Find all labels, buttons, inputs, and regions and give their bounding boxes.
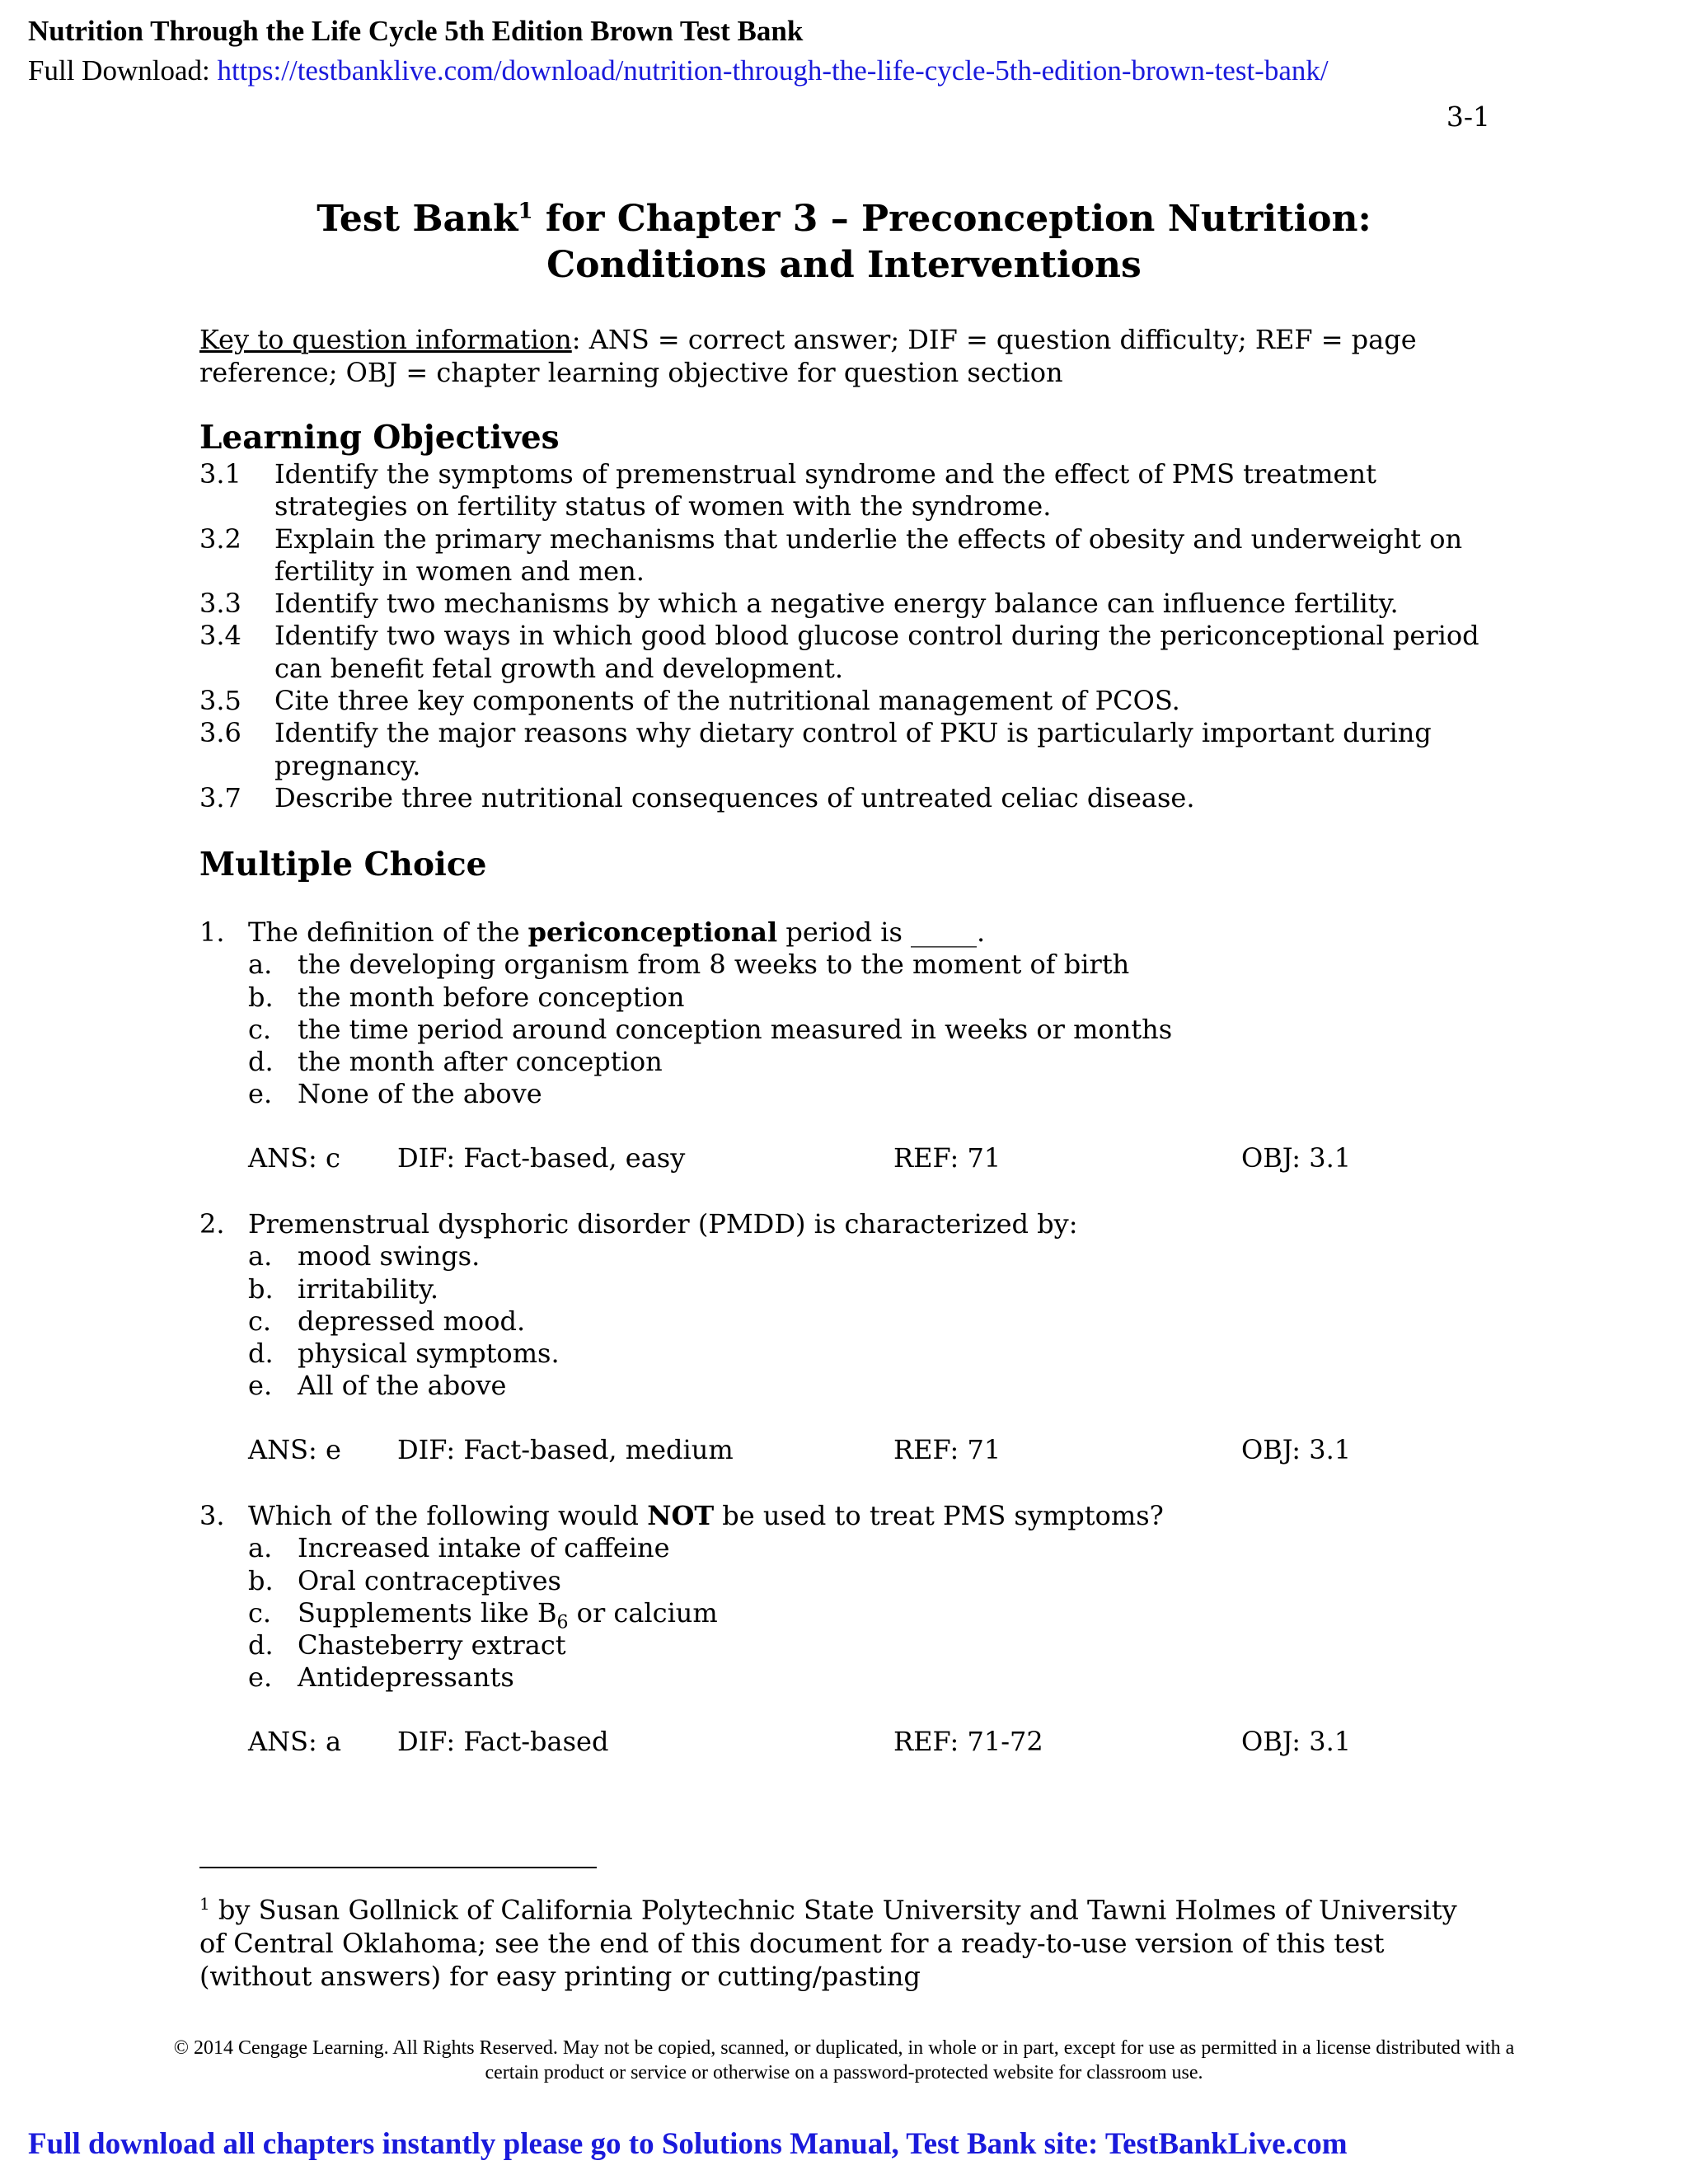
option-text: the time period around conception measured in weeks or months: [298, 1013, 1173, 1045]
option-text: None of the above: [298, 1078, 542, 1110]
stem-text: The definition of the: [248, 916, 528, 948]
download-label: Full Download:: [28, 54, 218, 87]
option-letter: e.: [248, 1370, 273, 1402]
question-3: [199, 1500, 1485, 1759]
objective-number: 3.7: [199, 781, 241, 813]
download-link[interactable]: https://testbanklive.com/download/nutrition-through-the-life-cycle-5th-edition-brown-test-bank/: [217, 54, 1329, 87]
option-text: Antidepressants: [298, 1661, 514, 1694]
objective-text: Identify two mechanisms by which a negative energy balance can influence fertility.: [274, 588, 1399, 620]
key-text: : ANS = correct answer; DIF = question difficulty; REF = page reference; OBJ = chapter learning objective for question section: [199, 324, 1417, 388]
answer-option: [199, 1240, 1485, 1272]
objective-item: [199, 588, 1485, 620]
objective-number: 3.6: [199, 717, 241, 749]
question-key: [199, 323, 1485, 389]
difficulty: DIF: Fact-based: [397, 1725, 609, 1757]
option-text-end: or calcium: [568, 1596, 718, 1629]
answer-key: ANS: c: [248, 1141, 340, 1174]
option-text: physical symptoms.: [298, 1338, 560, 1370]
option-text: depressed mood.: [298, 1305, 526, 1337]
option-letter: b.: [248, 981, 274, 1013]
answer-metadata: [199, 1726, 1485, 1759]
stem-text-end: be used to treat PMS symptoms?: [714, 1500, 1164, 1531]
difficulty: DIF: Fact-based, medium: [397, 1433, 734, 1465]
answer-option: [199, 1565, 1485, 1597]
answer-option: [199, 1370, 1485, 1402]
answer-option: [199, 1305, 1485, 1338]
question-number: 1.: [199, 916, 225, 948]
footnote: [199, 1887, 1485, 1993]
difficulty: DIF: Fact-based, easy: [397, 1141, 686, 1174]
page-reference: REF: 71: [893, 1433, 1001, 1465]
question-2: [199, 1208, 1485, 1467]
stem-text: Which of the following would: [248, 1500, 648, 1531]
option-text: Chasteberry extract: [298, 1629, 566, 1661]
option-letter: d.: [248, 1046, 274, 1078]
footnote-divider: [199, 1867, 597, 1868]
option-letter: a.: [248, 1240, 273, 1272]
answer-option: [199, 1338, 1485, 1370]
answer-key: ANS: e: [248, 1433, 341, 1465]
option-text: the developing organism from 8 weeks to the moment of birth: [298, 949, 1130, 981]
question-stem: [199, 1500, 1485, 1532]
footnote-mark: 1: [199, 1894, 210, 1914]
answer-option: [199, 1532, 1485, 1564]
objective-text: Describe three nutritional consequences of untreated celiac disease.: [274, 781, 1195, 813]
objective-item: [199, 458, 1485, 523]
answer-option: [199, 1629, 1485, 1661]
stem-emphasis: NOT: [647, 1500, 715, 1531]
header-title: Nutrition Through the Life Cycle 5th Edition Brown Test Bank: [28, 15, 804, 47]
stem-emphasis: periconceptional: [528, 916, 778, 948]
objective-reference: OBJ: 3.1: [1241, 1141, 1352, 1174]
option-letter: b.: [248, 1272, 274, 1305]
objective-number: 3.3: [199, 588, 241, 620]
learning-objectives-heading: Learning Objectives: [199, 419, 560, 457]
objective-item: [199, 620, 1485, 685]
key-label: Key to question information: [199, 324, 572, 355]
option-letter: d.: [248, 1338, 274, 1370]
download-banner[interactable]: Full download all chapters instantly please go to Solutions Manual, Test Bank site: TestBankLive.com: [28, 2127, 1348, 2161]
objective-reference: OBJ: 3.1: [1241, 1725, 1352, 1757]
answer-option: [199, 1596, 1485, 1633]
objective-text: Identify the major reasons why dietary control of PKU is particularly important during pregnancy.: [274, 717, 1432, 781]
option-letter: b.: [248, 1564, 274, 1596]
question-number: 2.: [199, 1208, 225, 1240]
copyright-notice: © 2014 Cengage Learning. All Rights Reserved. May not be copied, scanned, or duplicated, in whole or in part, except for use as permitted in a license distributed with a certain product or service or otherwise on a password-protected website for classroom use.: [173, 2037, 1515, 2083]
objective-number: 3.5: [199, 685, 241, 717]
page-reference: REF: 71-72: [893, 1725, 1043, 1757]
objective-number: 3.1: [199, 458, 241, 490]
objective-text: Identify the symptoms of premenstrual syndrome and the effect of PMS treatment strategies on fertility status of women with the syndrome.: [274, 458, 1376, 523]
option-text: irritability.: [298, 1272, 439, 1305]
answer-metadata: [199, 1142, 1485, 1175]
objective-item: [199, 523, 1485, 588]
objective-item: [199, 782, 1485, 814]
answer-option: [199, 982, 1485, 1014]
multiple-choice-heading: Multiple Choice: [199, 846, 487, 883]
page-number: 3-1: [1446, 101, 1490, 133]
question-1: [199, 916, 1485, 1175]
answer-option: [199, 1014, 1485, 1046]
option-text: the month after conception: [298, 1046, 663, 1078]
stem-text: Premenstrual dysphoric disorder (PMDD) is characterized by:: [248, 1208, 1078, 1240]
option-letter: c.: [248, 1596, 272, 1629]
option-text: Oral contraceptives: [298, 1564, 561, 1596]
title-prefix: Test Bank: [316, 198, 518, 240]
download-line: [28, 54, 1329, 87]
document-title-line1: [0, 196, 1688, 242]
answer-option: [199, 1078, 1485, 1110]
option-text: All of the above: [298, 1370, 507, 1402]
answer-option: [199, 1273, 1485, 1305]
option-letter: a.: [248, 949, 273, 981]
question-number: 3.: [199, 1500, 225, 1531]
option-letter: c.: [248, 1013, 272, 1045]
option-letter: e.: [248, 1661, 273, 1694]
option-letter: e.: [248, 1078, 273, 1110]
objective-text: Cite three key components of the nutritional management of PCOS.: [274, 685, 1180, 717]
option-text: mood swings.: [298, 1240, 481, 1272]
subscript: 6: [556, 1612, 569, 1633]
title-suffix: for Chapter 3 – Preconception Nutrition:: [532, 198, 1372, 240]
answer-option: [199, 1046, 1485, 1078]
document-title: [0, 196, 1688, 288]
stem-text-end: period is _____.: [777, 916, 986, 948]
objective-number: 3.4: [199, 620, 241, 652]
footnote-reference: 1: [518, 199, 533, 224]
objective-item: [199, 717, 1485, 782]
question-stem: [199, 1208, 1485, 1240]
answer-option: [199, 1661, 1485, 1694]
objective-text: Identify two ways in which good blood glucose control during the periconceptional period can benefit fetal growth and development.: [274, 620, 1479, 684]
option-text: Supplements like B: [298, 1596, 557, 1629]
option-letter: c.: [248, 1305, 272, 1337]
option-text: the month before conception: [298, 981, 685, 1013]
answer-key: ANS: a: [248, 1725, 342, 1757]
objective-number: 3.2: [199, 523, 241, 555]
objective-text: Explain the primary mechanisms that underlie the effects of obesity and underweight on fertility in women and men.: [274, 523, 1463, 587]
objective-item: [199, 685, 1485, 717]
question-stem: [199, 916, 1485, 949]
objective-reference: OBJ: 3.1: [1241, 1433, 1352, 1465]
footnote-text: by Susan Gollnick of California Polytechnic State University and Tawni Holmes of University of Central Oklahoma; see the end of this document for a ready-to-use version of this test (without answers) for easy printing or cutting/pasting: [199, 1894, 1457, 1992]
learning-objectives-list: [199, 458, 1485, 814]
answer-option: [199, 949, 1485, 981]
option-letter: d.: [248, 1629, 274, 1661]
option-letter: a.: [248, 1532, 273, 1564]
option-text: Increased intake of caffeine: [298, 1532, 670, 1564]
answer-metadata: [199, 1434, 1485, 1467]
document-title-line2: Conditions and Interventions: [546, 244, 1142, 286]
page-reference: REF: 71: [893, 1141, 1001, 1174]
